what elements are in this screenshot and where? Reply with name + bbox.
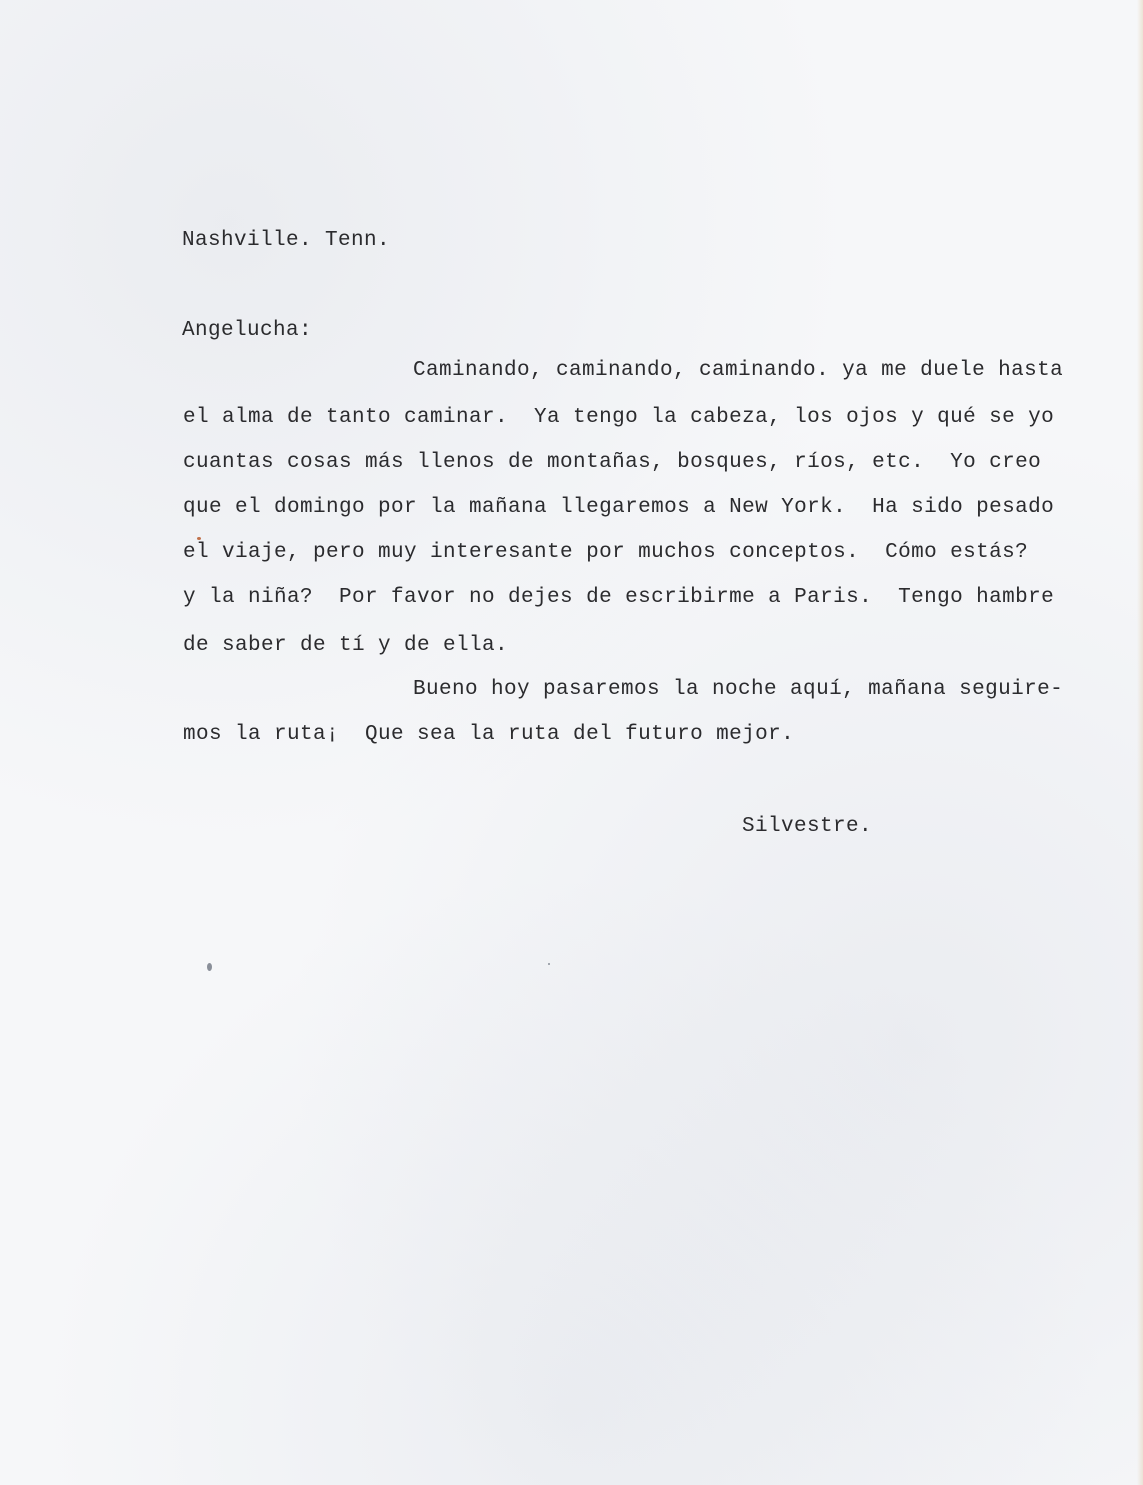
letter-salutation: Angelucha: <box>182 319 313 342</box>
paragraph1-line: el viaje, pero muy interesante por muchos conceptos. Cómo estás? <box>183 541 1029 564</box>
paper-speck <box>207 963 212 971</box>
paragraph2-line: Bueno hoy pasaremos la noche aquí, mañana seguire- <box>413 678 1064 701</box>
paper-speck <box>197 537 201 540</box>
letter-signature: Silvestre. <box>742 815 873 838</box>
paper-speck <box>548 963 550 965</box>
paper-edge <box>1137 0 1143 1485</box>
paragraph1-line: que el domingo por la mañana llegaremos a New York. Ha sido pesado <box>183 496 1055 519</box>
paragraph2-line: mos la ruta¡ Que sea la ruta del futuro mejor. <box>183 723 795 746</box>
letter-place: Nashville. Tenn. <box>182 229 391 252</box>
paragraph1-line: de saber de tí y de ella. <box>183 634 509 657</box>
paragraph1-line: Caminando, caminando, caminando. ya me duele hasta <box>413 359 1064 382</box>
paragraph1-line: el alma de tanto caminar. Ya tengo la cabeza, los ojos y qué se yo <box>183 406 1055 429</box>
paragraph1-line: y la niña? Por favor no dejes de escribirme a Paris. Tengo hambre <box>183 586 1055 609</box>
paragraph1-line: cuantas cosas más llenos de montañas, bosques, ríos, etc. Yo creo <box>183 451 1042 474</box>
